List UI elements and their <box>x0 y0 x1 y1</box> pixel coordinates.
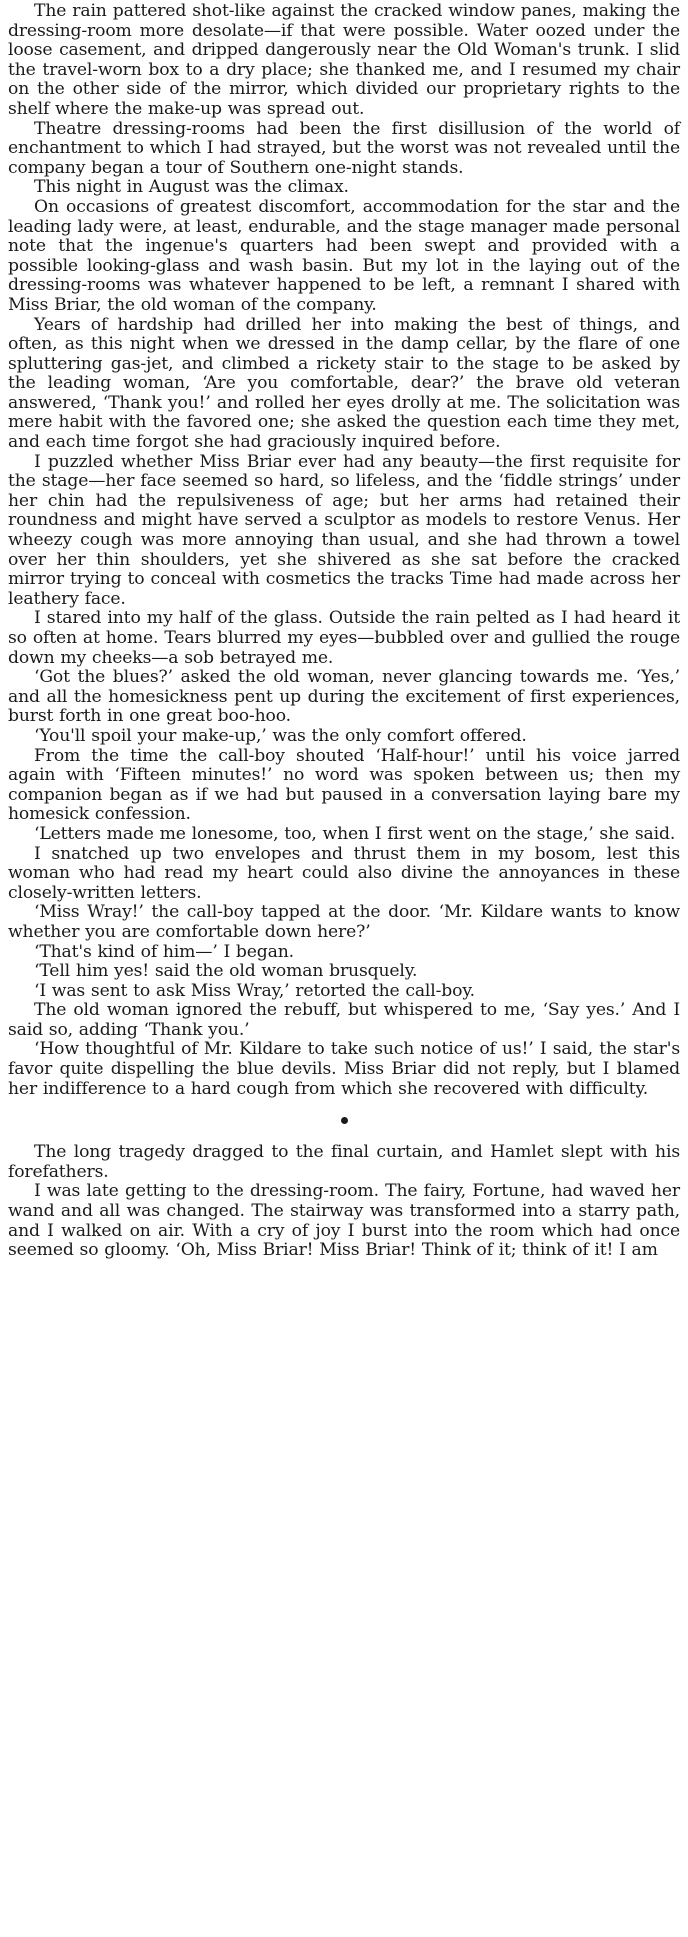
paragraph-6: I puzzled whether Miss Briar ever had any beauty—the first requisite for the stage—her face seemed so hard, so lifeless, and the ‘fiddle strings’ under her chin had the repulsiveness of age; but her arms had retained their roundness and might have served a sculptor as models to restore Venus. Her wheezy cough was more annoying than usual, and she had thrown a towel over her thin shoulders, yet she shivered as she sat before the cracked mirror trying to conceal with cosmetics the tracks Time had made across her leathery face. <box>8 451 680 609</box>
paragraph-12: I snatched up two envelopes and thrust them in my bosom, lest this woman who had read my heart could also divine the annoyances in these closely-written letters. <box>8 843 680 903</box>
section-break <box>8 1107 680 1133</box>
paragraph-20: I was late getting to the dressing-room. The fairy, Fortune, had waved her wand and all was changed. The stairway was transformed into a starry path, and I walked on air. With a cry of joy I burst into the room which had once seemed so gloomy. ‘Oh, Miss Briar! Miss Briar! Think of it; think of it! I am <box>8 1181 680 1261</box>
paragraph-5: Years of hardship had drilled her into making the best of things, and often, as this night when we dressed in the damp cellar, by the flare of one spluttering gas-jet, and climbed a rickety stair to the stage to be asked by the leading woman, ‘Are you comfortable, dear?’ the brave old veteran answered, ‘Thank you!’ and rolled her eyes drolly at me. The solicitation was mere habit with the favored one; she asked the question each time they met, and each time forgot she had graciously inquired before. <box>8 314 680 453</box>
story-body <box>8 2 680 1099</box>
paragraph-4: On occasions of greatest discomfort, accommodation for the star and the leading lady were, at least, endurable, and the stage manager made personal note that the ingenue's quarters had been swept and provided with a possible looking-glass and wash basin. But my lot in the laying out of the dressing-rooms was whatever happened to be left, a remnant I shared with Miss Briar, the old woman of the company. <box>8 196 680 315</box>
paragraph-11: ‘Letters made me lonesome, too, when I first went on the stage,’ she said. <box>34 823 676 844</box>
paragraph-9: ‘You'll spoil your make-up,’ was the only comfort offered. <box>34 725 527 746</box>
paragraph-10: From the time the call-boy shouted ‘Half-hour!’ until his voice jarred again with ‘Fifteen minutes!’ no word was spoken between us; then my companion began as if we had but paused in a conversation laying bare my homesick confession. <box>8 745 680 825</box>
paragraph-3: This night in August was the climax. <box>34 177 349 198</box>
paragraph-16: ‘I was sent to ask Miss Wray,’ retorted the call-boy. <box>34 980 475 1001</box>
paragraph-14: ‘That's kind of him—’ I began. <box>34 941 294 962</box>
paragraph-13: ‘Miss Wray!’ the call-boy tapped at the door. ‘Mr. Kildare wants to know whether you are comfortable down here?’ <box>8 902 680 942</box>
paragraph-15: ‘Tell him yes! said the old woman brusquely. <box>34 961 418 982</box>
story-body-continued <box>8 1143 680 1261</box>
paragraph-7: I stared into my half of the glass. Outside the rain pelted as I had heard it so often at home. Tears blurred my eyes—bubbled over and gullied the rouge down my cheeks—a sob betrayed me. <box>8 608 680 668</box>
section-break-dot-icon <box>341 1117 348 1124</box>
paragraph-17: The old woman ignored the rebuff, but whispered to me, ‘Say yes.’ And I said so, adding ‘Thank you.’ <box>8 1000 680 1040</box>
paragraph-18: ‘How thoughtful of Mr. Kildare to take such notice of us!’ I said, the star's favor quite dispelling the blue devils. Miss Briar did not reply, but I blamed her indifference to a hard cough from which she recovered with difficulty. <box>8 1039 680 1099</box>
paragraph-2: Theatre dressing-rooms had been the first disillusion of the world of enchantment to which I had strayed, but the worst was not revealed until the company began a tour of Southern one-night stands. <box>8 118 680 178</box>
paragraph-8: ‘Got the blues?’ asked the old woman, never glancing towards me. ‘Yes,’ and all the homesickness pent up during the excitement of first experiences, burst forth in one great boo-hoo. <box>8 667 680 727</box>
paragraph-1: The rain pattered shot-like against the cracked window panes, making the dressing-room more desolate—if that were possible. Water oozed under the loose casement, and dripped dangerously near the Old Woman's trunk. I slid the travel-worn box to a dry place; she thanked me, and I resumed my chair on the other side of the mirror, which divided our proprietary rights to the shelf where the make-up was spread out. <box>8 1 680 119</box>
paragraph-19: The long tragedy dragged to the final curtain, and Hamlet slept with his forefathers. <box>8 1142 680 1182</box>
